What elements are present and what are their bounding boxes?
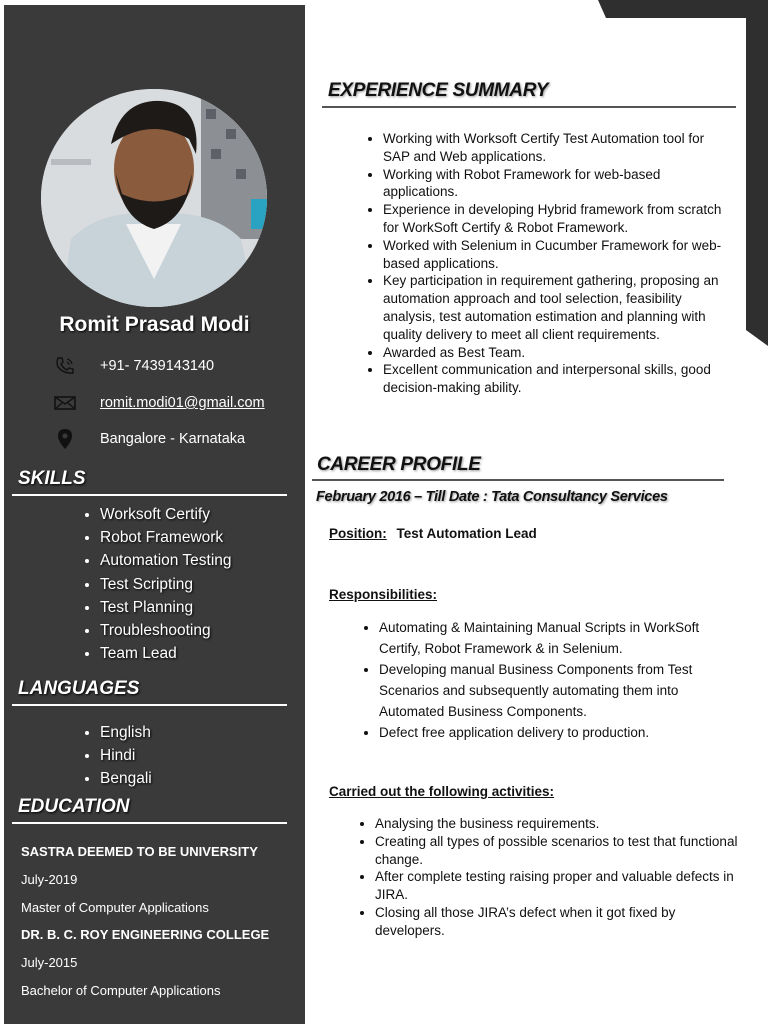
career-divider [312, 479, 724, 481]
activities-label [329, 784, 554, 799]
list-item: • Key participation in requirement gathering, proposing an automation approach and tool selection, feasibility analysis, test automation estimation and planning with quality delivery to meet all client requirements. [383, 272, 728, 343]
map-pin-icon [50, 428, 80, 450]
list-item: • Worksoft Certify [100, 503, 232, 526]
sidebar [4, 5, 305, 1024]
email-link[interactable]: romit.modi01@gmail.com [100, 395, 265, 411]
education-date: July-2019 [21, 872, 78, 887]
location-row [50, 428, 245, 450]
activities-label-text: Carried out the following activities: [329, 784, 555, 799]
list-item: • Bengali [100, 767, 152, 790]
list-item: • Developing manual Business Components from Test Scenarios and subsequently automating them into Automated Business Components. [379, 659, 729, 722]
responsibilities-label-text: Responsibilities: [329, 587, 438, 602]
education-degree: Bachelor of Computer Applications [21, 983, 221, 998]
list-item: • Hindi [100, 744, 152, 767]
education-school: SASTRA DEEMED TO BE UNIVERSITY [21, 844, 258, 859]
position-row [329, 526, 537, 541]
list-item: • Working with Worksoft Certify Test Automation tool for SAP and Web applications. [383, 130, 728, 166]
career-heading: CAREER PROFILE [317, 454, 481, 475]
list-item: • Experience in developing Hybrid framework from scratch for WorkSoft Certify & Robot Framework. [383, 201, 728, 237]
envelope-icon [50, 392, 80, 414]
phone-row [50, 355, 214, 377]
education-divider [12, 822, 287, 824]
experience-divider [322, 106, 736, 108]
responsibilities-label [329, 587, 437, 602]
list-item: • Working with Robot Framework for web-based applications. [383, 166, 728, 202]
career-period: February 2016 – Till Date : Tata Consultancy Services [316, 489, 668, 505]
skills-heading: SKILLS [18, 468, 86, 489]
position-value: Test Automation Lead [396, 526, 537, 541]
languages-list [78, 721, 152, 791]
skills-list [78, 503, 232, 665]
list-item: • Test Planning [100, 596, 232, 619]
profile-photo [41, 89, 267, 307]
education-heading: EDUCATION [18, 796, 130, 817]
responsibilities-list [357, 617, 729, 743]
list-item: • Excellent communication and interpersonal skills, good decision-making ability. [383, 361, 728, 397]
full-name: Romit Prasad Modi [59, 313, 250, 336]
email-row [50, 392, 265, 414]
list-item: • English [100, 721, 152, 744]
phone-icon [50, 355, 80, 377]
list-item: • Analysing the business requirements. [375, 815, 740, 833]
education-school: DR. B. C. ROY ENGINEERING COLLEGE [21, 927, 270, 942]
list-item: • Team Lead [100, 642, 232, 665]
list-item: • Automating & Maintaining Manual Scripts in WorkSoft Certify, Robot Framework & in Selenium. [379, 617, 729, 659]
languages-divider [12, 704, 287, 706]
experience-list [361, 130, 728, 397]
list-item: • Closing all those JIRA’s defect when it got fixed by developers. [375, 904, 740, 940]
list-item: • Test Scripting [100, 573, 232, 596]
activities-list [353, 815, 740, 940]
skills-divider [12, 494, 287, 496]
list-item: • Robot Framework [100, 526, 232, 549]
list-item: • Defect free application delivery to production. [379, 722, 729, 743]
list-item: • Worked with Selenium in Cucumber Framework for web-based applications. [383, 237, 728, 273]
list-item: • Awarded as Best Team. [383, 344, 728, 362]
education-degree: Master of Computer Applications [21, 900, 209, 915]
position-label: Position: [329, 526, 387, 541]
list-item: • After complete testing raising proper and valuable defects in JIRA. [375, 868, 740, 904]
experience-heading: EXPERIENCE SUMMARY [328, 80, 549, 101]
list-item: • Creating all types of possible scenarios to test that functional change. [375, 833, 740, 869]
phone-number: +91- 7439143140 [100, 358, 215, 374]
languages-heading: LANGUAGES [18, 678, 140, 699]
education-date: July-2015 [21, 955, 78, 970]
list-item: • Troubleshooting [100, 619, 232, 642]
location-text: Bangalore - Karnataka [100, 431, 246, 447]
list-item: • Automation Testing [100, 549, 232, 572]
